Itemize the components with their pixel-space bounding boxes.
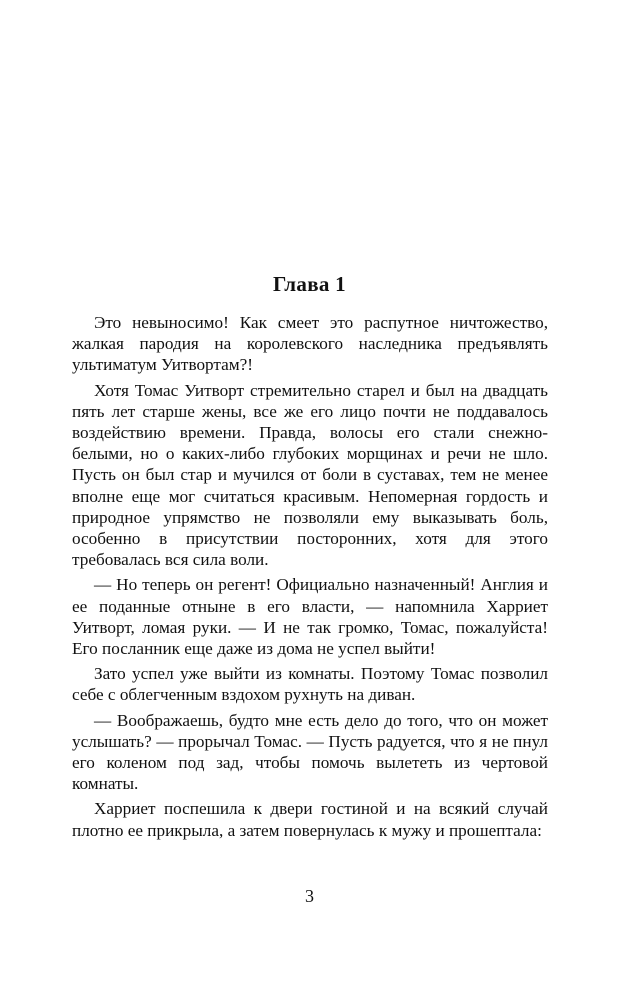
paragraph: — Но теперь он регент! Официально назначенный! Англия и ее поданные отныне в его власти, — напомнила Харриет Уитворт, ломая руки. — И не так громко, Томас, пожалуйста! Его посланник еще даже из дома не успел выйти! bbox=[72, 575, 548, 659]
paragraph: — Воображаешь, будто мне есть дело до того, что он может услышать? — прорычал Томас. — Пусть радуется, что я не пнул его коленом под зад, чтобы помочь вылететь из чертовой комнаты. bbox=[72, 710, 548, 794]
paragraph: Хотя Томас Уитворт стремительно старел и был на двадцать пять лет старше жены, все же его лицо почти не поддавалось воздействию времени. Правда, волосы его стали снежно-белыми, но о каких-либо глубоких морщинах и речи не шло. Пусть он был стар и мучился от боли в суставах, тем не менее вполне еще мог считаться красивым. Непомерная гордость и природное упрямство не позволяли ему выказывать боль, особенно в присутствии посторонних, хотя для этого требовалась вся сила воли. bbox=[72, 380, 548, 570]
paragraph: Зато успел уже выйти из комнаты. Поэтому Томас позволил себе с облегченным вздохом рухнуть на диван. bbox=[72, 664, 548, 705]
chapter-body bbox=[72, 312, 548, 845]
paragraph: Харриет поспешила к двери гостиной и на всякий случай плотно ее прикрыла, а затем повернулась к мужу и прошептала: bbox=[72, 799, 548, 840]
page-number: 3 bbox=[305, 886, 314, 906]
chapter-title: Глава 1 bbox=[273, 272, 346, 296]
paragraph: Это невыносимо! Как смеет это распутное ничтожество, жалкая пародия на королевского наследника предъявлять ультиматум Уитвортам?! bbox=[72, 313, 548, 375]
